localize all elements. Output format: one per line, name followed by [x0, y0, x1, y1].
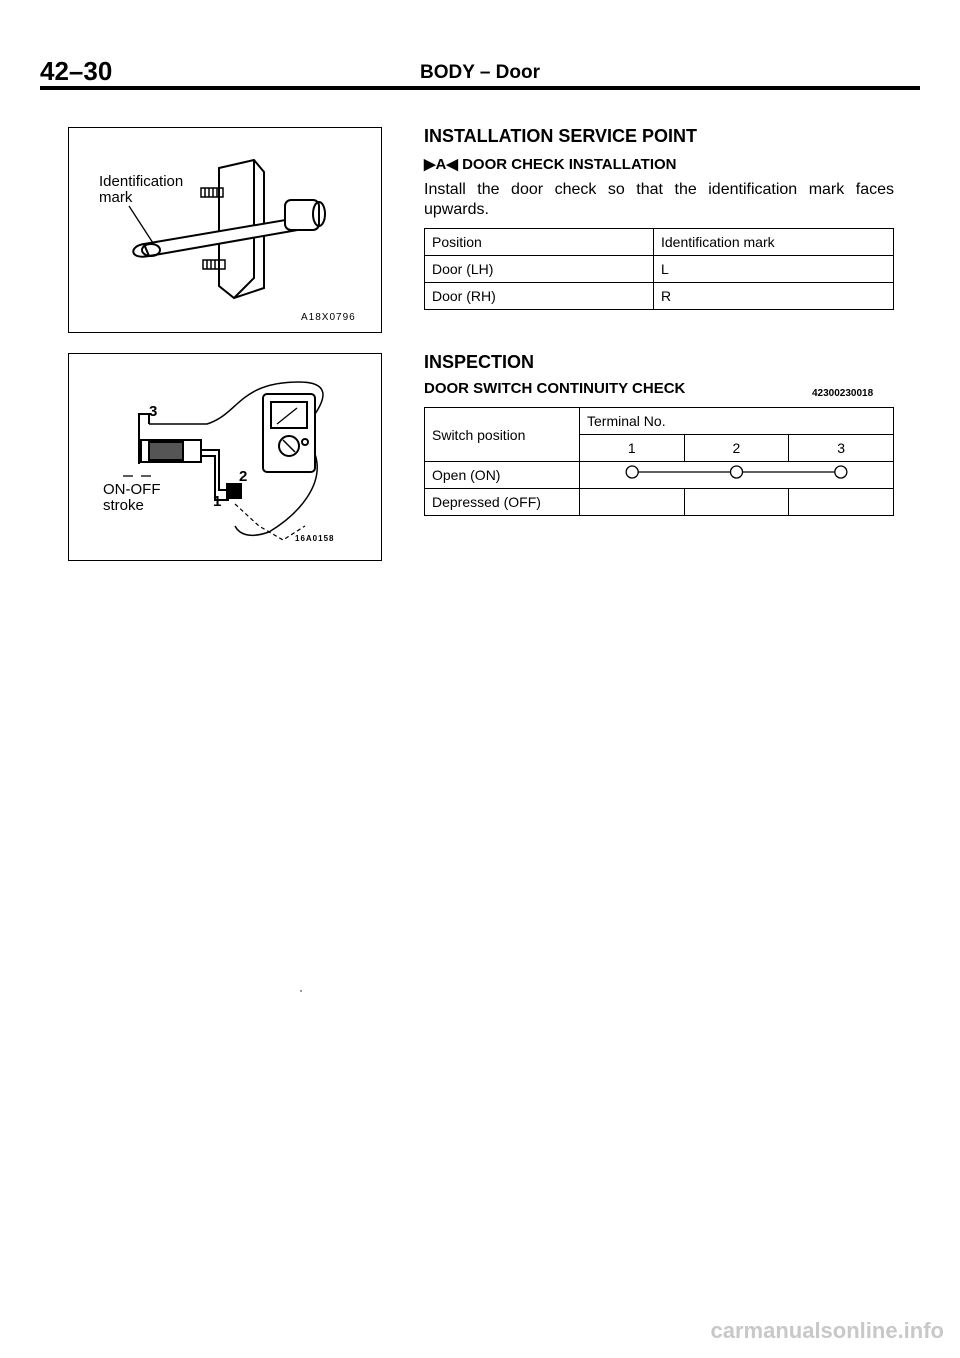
- page-number: 42–30: [40, 56, 113, 86]
- page-title: BODY – Door: [420, 62, 541, 83]
- continuity-table: [424, 407, 894, 516]
- door-check-illustration: [69, 128, 381, 332]
- identification-label-line2: mark: [99, 189, 133, 206]
- table-cell: Door (LH): [425, 256, 654, 283]
- continuity-terminal-2: [731, 466, 743, 478]
- table-header-row: [425, 229, 894, 256]
- empty-cell: [684, 489, 789, 516]
- table-header-cell: Identification mark: [654, 229, 894, 256]
- table-row: [425, 256, 894, 283]
- table-row: [425, 489, 894, 516]
- label-terminal-1: 1: [213, 493, 222, 510]
- table-cell: L: [654, 256, 894, 283]
- door-switch-illustration: [69, 354, 381, 560]
- inspection-subheading: DOOR SWITCH CONTINUITY CHECK: [424, 380, 686, 397]
- terminal-header: Terminal No.: [580, 408, 894, 435]
- door-switch-figure: [68, 353, 382, 561]
- terminal-number: 3: [789, 435, 894, 462]
- stroke-label-line1: ON-OFF: [103, 481, 161, 498]
- label-terminal-2: 2: [239, 468, 248, 485]
- header-rule: [40, 86, 920, 90]
- switch-position-cell: Open (ON): [425, 462, 580, 489]
- identification-table: [424, 228, 894, 310]
- stray-mark: [300, 990, 302, 992]
- empty-cell: [580, 489, 685, 516]
- empty-cell: [789, 489, 894, 516]
- identification-label-line1: Identification: [99, 173, 184, 190]
- table-row: [425, 283, 894, 310]
- table-cell: R: [654, 283, 894, 310]
- terminal-number: 2: [684, 435, 789, 462]
- inspection-heading: INSPECTION: [424, 352, 535, 372]
- table-row: [425, 462, 894, 489]
- continuity-terminal-1: [626, 466, 638, 478]
- stroke-label-line2: stroke: [103, 497, 144, 514]
- table-header-row: [425, 408, 894, 435]
- table-header-cell: Position: [425, 229, 654, 256]
- continuity-terminal-3: [835, 466, 847, 478]
- installation-subheading: ▶A◀ DOOR CHECK INSTALLATION: [424, 156, 677, 173]
- terminal-number: 1: [580, 435, 685, 462]
- figure-code: A18X0796: [301, 312, 356, 323]
- figure-code: 16A0158: [295, 534, 335, 543]
- switch-position-header: Switch position: [425, 408, 580, 462]
- label-terminal-3: 3: [149, 403, 158, 420]
- reference-code: 42300230018: [812, 388, 874, 399]
- watermark: carmanualsonline.info: [710, 1318, 944, 1343]
- continuity-cell: [580, 462, 894, 489]
- installation-text: Install the door check so that the identification mark faces upwards.: [424, 181, 894, 218]
- table-cell: Door (RH): [425, 283, 654, 310]
- switch-position-cell: Depressed (OFF): [425, 489, 580, 516]
- installation-heading: INSTALLATION SERVICE POINT: [424, 126, 698, 146]
- door-check-figure: [68, 127, 382, 333]
- continuity-line: [580, 465, 893, 485]
